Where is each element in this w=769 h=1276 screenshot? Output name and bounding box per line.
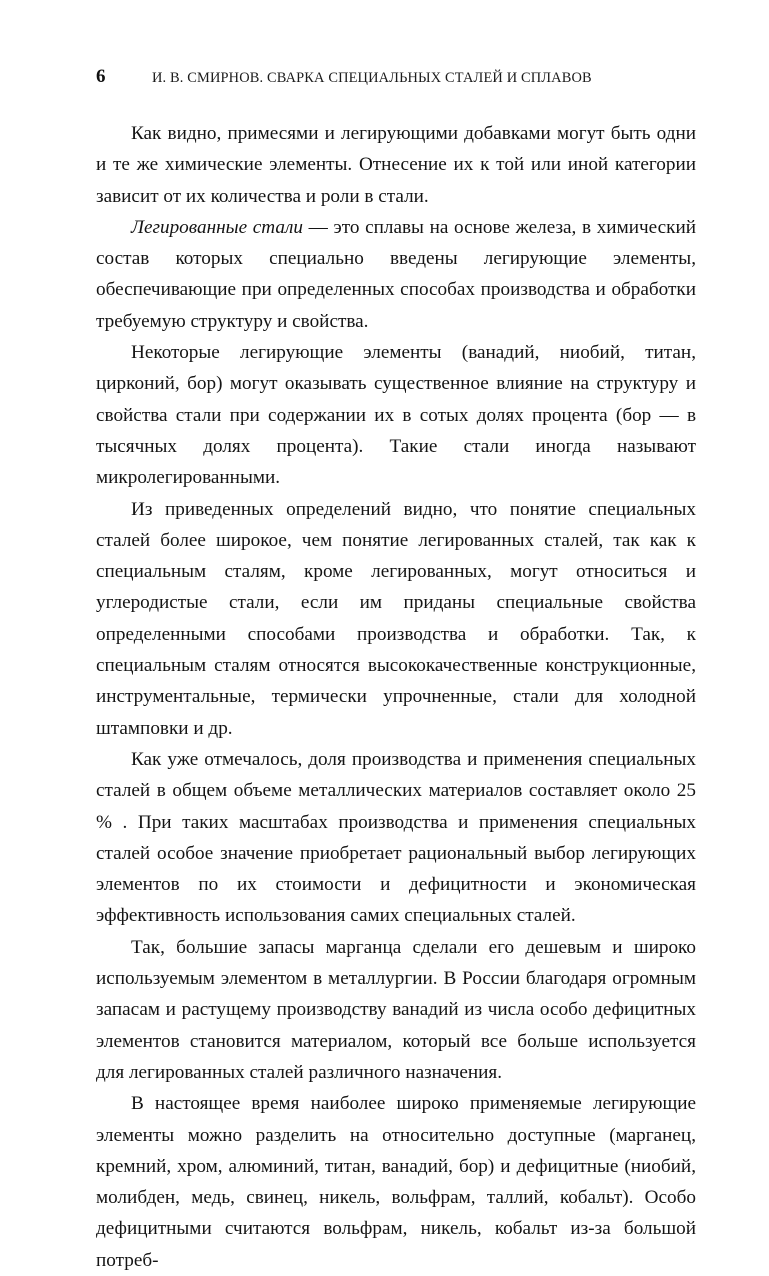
page-number: 6 <box>96 66 106 87</box>
page-header <box>96 66 697 88</box>
paragraph-5: Как уже отмечалось, доля производства и применения специальных сталей в общем объеме металлических материалов составляет около 25 % . При таких масштабах производства и применения специальных сталей особое значение приобретает рациональный выбор легирующих элементов по их стоимости и дефицитности и экономическая эффективность использования самих специальных сталей. <box>96 748 696 927</box>
paragraph-1: Как видно, примесями и легирующими добавками могут быть одни и те же химические элементы. Отнесение их к той или иной категории зависит от их количества и роли в стали. <box>96 123 696 207</box>
italic-term: Легированные стали <box>131 216 303 238</box>
running-title: И. В. СМИРНОВ. СВАРКА СПЕЦИАЛЬНЫХ СТАЛЕЙ И СПЛАВОВ <box>152 70 592 86</box>
paragraph-2 <box>96 212 696 337</box>
paragraph-3: Некоторые легирующие элементы (ванадий, ниобий, титан, цирконий, бор) могут оказывать существенное влияние на структуру и свойства стали при содержании их в сотых долях процента (бор — в тысячных долях процента). Такие стали иногда называют микролегированными. <box>96 342 696 489</box>
paragraph-7: В настоящее время наиболее широко применяемые легирующие элементы можно разделить на относительно доступные (марганец, кремний, хром, алюминий, титан, ванадий, бор) и дефицитные (ниобий, молибден, медь, свинец, никель, вольфрам, таллий, кобальт). Особо дефицитными считаются вольфрам, никель, кобальт из-за большой потреб- <box>96 1093 696 1271</box>
body-text <box>96 118 696 1276</box>
paragraph-2-rest: — это сплавы на основе железа, в химический состав которых специально введены легирующие элементы, обеспечивающие при определенных способах производства и обработки требуемую структуру и свойства. <box>96 216 697 332</box>
paragraph-6: Так, большие запасы марганца сделали его дешевым и широко используемым элементом в металлургии. В России благодаря огромным запасам и растущему производству ванадий из числа особо дефицитных элементов становится материалом, который все больше используется для легированных сталей различного назначения. <box>96 936 696 1083</box>
paragraph-4: Из приведенных определений видно, что понятие специальных сталей более широкое, чем понятие легированных сталей, так как к специальным сталям, кроме легированных, могут относиться и углеродистые стали, если им приданы специальные свойства определенными способами производства и обработки. Так, к специальным сталям относятся высококачественные конструкционные, инструментальные, термически упрочненные, стали для холодной штамповки и др. <box>96 498 696 739</box>
